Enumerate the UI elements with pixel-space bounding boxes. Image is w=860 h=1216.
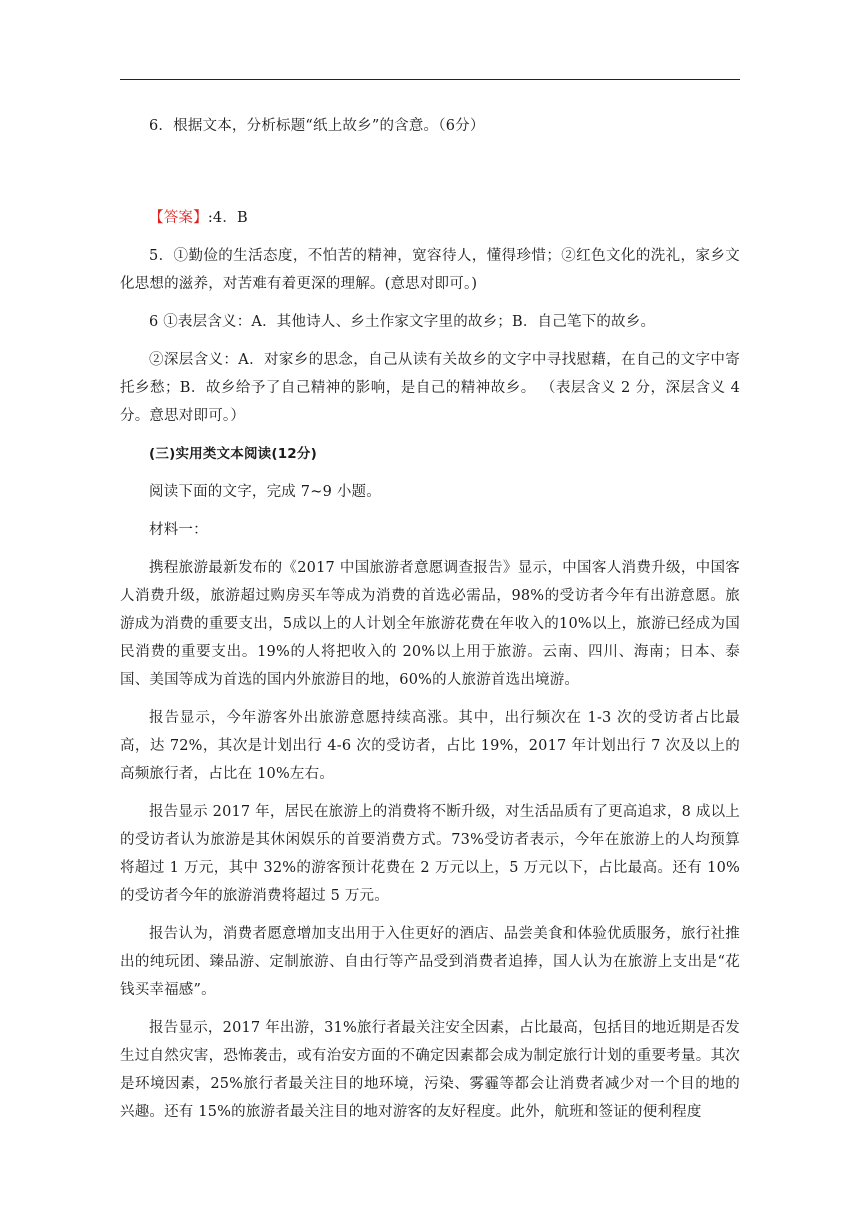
- instruction: 阅读下面的文字，完成 7~9 小题。: [149, 484, 381, 500]
- header-rule: [120, 79, 740, 80]
- paragraph: 携程旅游最新发布的《2017 中国旅游者意愿调查报告》显示，中国客人消费升级，中国客人消费升级，旅游超过购房买车等成为消费的首选必需品，98%的受访者今年有出游意愿。旅游成为消费的重要支出，5成以上的人计划全年旅游花费在年收入的10%以上，旅游已经成为国民消费的重要支出。19%的人将把收入的 20%以上用于旅游。云南、四川、海南；日本、泰国、美国等成为首选的国内外旅游目的地，60%的人旅游首选出境游。: [120, 560, 740, 688]
- answer-5: 5．①勤俭的生活态度，不怕苦的精神，宽容待人，懂得珍惜；②红色文化的洗礼，家乡文化思想的滋养，对苦难有着更深的理解。(意思对即可。): [120, 248, 740, 292]
- section-title: (三)实用类文本阅读(12分): [149, 446, 317, 462]
- document-body: [120, 112, 740, 1136]
- paragraph: 报告认为，消费者愿意增加支出用于入住更好的酒店、品尝美食和体验优质服务，旅行社推出的纯玩团、臻品游、定制旅游、自由行等产品受到消费者追捧，国人认为在旅游上支出是“花钱买幸福感”。: [120, 926, 740, 998]
- paragraph: 报告显示，2017 年出游，31%旅行者最关注安全因素，占比最高，包括目的地近期是否发生过自然灾害，恐怖袭击，或有治安方面的不确定因素都会成为制定旅行计划的重要考量。其次是环境因素，25%旅行者最关注目的地环境，污染、雾霾等都会让消费者减少对一个目的地的兴趣。还有 15%的旅游者最关注目的地对游客的友好程度。此外，航班和签证的便利程度: [120, 1020, 740, 1120]
- material-label: 材料一：: [149, 522, 208, 538]
- question-6: 6．根据文本，分析标题“纸上故乡”的含意。（6分）: [149, 118, 485, 134]
- answer-6-surface: 6 ①表层含义：A．其他诗人、乡土作家文字里的故乡；B．自己笔下的故乡。: [149, 314, 656, 330]
- paragraph: 报告显示，今年游客外出旅游意愿持续高涨。其中，出行频次在 1-3 次的受访者占比最高，达 72%，其次是计划出行 4-6 次的受访者，占比 19%，2017 年计划出行 7 次及以上的高频旅行者，占比在 10%左右。: [120, 710, 740, 782]
- answer-6-deep: ②深层含义：A．对家乡的思念，自己从读有关故乡的文字中寻找慰藉，在自己的文字中寄托乡愁；B．故乡给予了自己精神的影响，是自己的精神故乡。 （表层含义 2 分，深层含义 4 分。意思对即可。）: [120, 352, 740, 424]
- answer-4: :4．B: [207, 210, 248, 226]
- answer-tag: 【答案】: [149, 210, 208, 226]
- paragraph: 报告显示 2017 年，居民在旅游上的消费将不断升级，对生活品质有了更高追求，8 成以上的受访者认为旅游是其休闲娱乐的首要消费方式。73%受访者表示，今年在旅游上的人均预算将超过 1 万元，其中 32%的游客预计花费在 2 万元以上，5 万元以下，占比最高。还有 10%的受访者今年的旅游消费将超过 5 万元。: [120, 804, 740, 904]
- answer-line: [120, 204, 740, 232]
